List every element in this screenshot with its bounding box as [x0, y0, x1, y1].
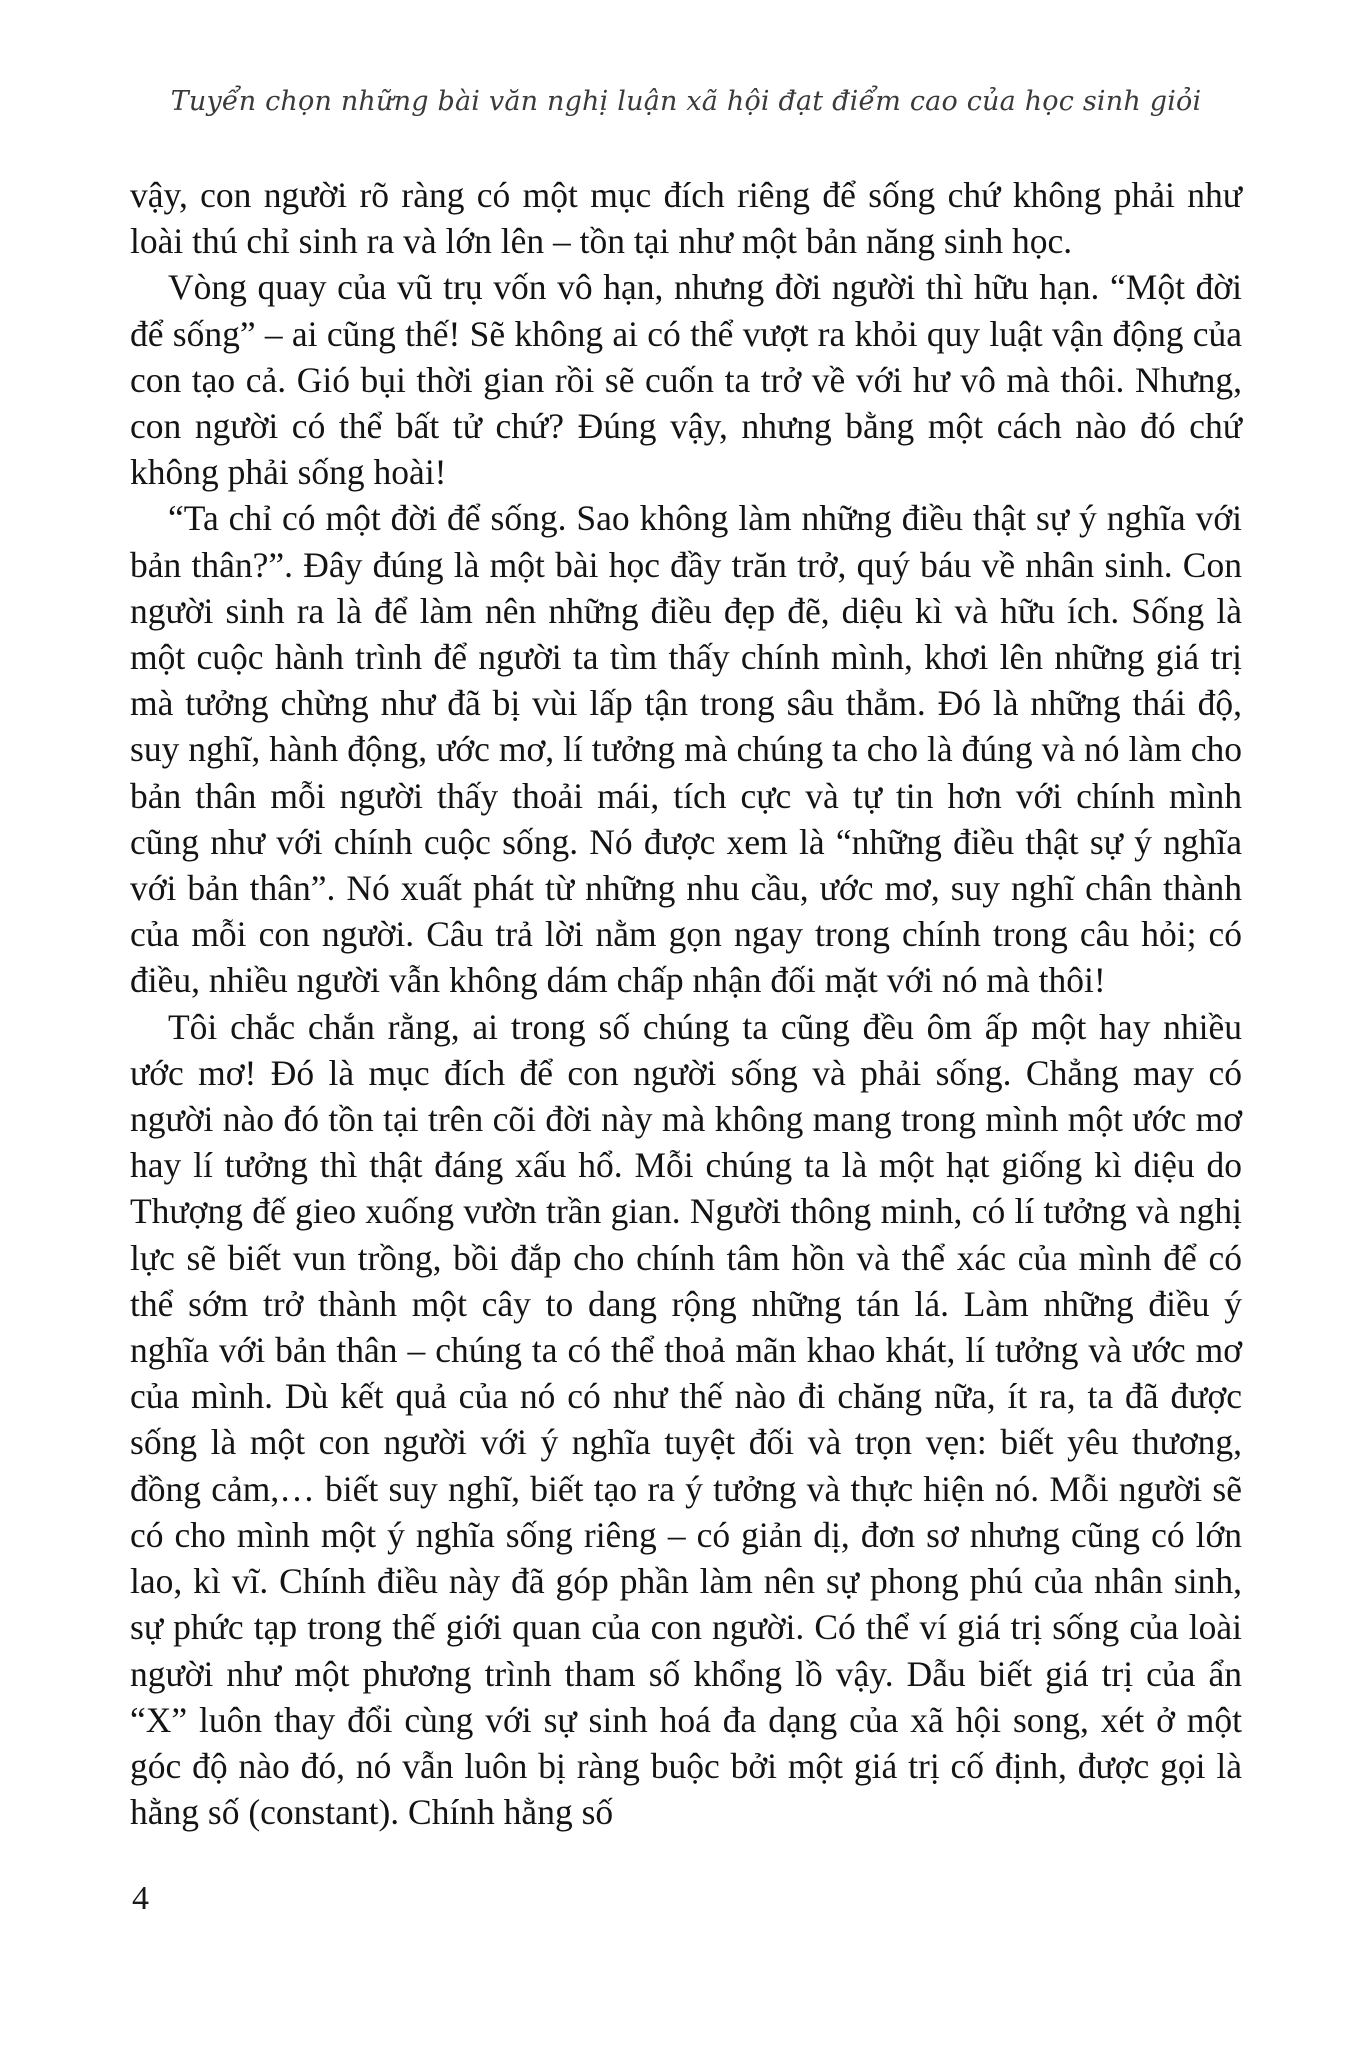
body-text — [130, 172, 1242, 1835]
paragraph-continued: vậy, con người rõ ràng có một mục đích riêng để sống chứ không phải như loài thú chỉ sinh ra và lớn lên – tồn tại như một bản năng sinh học. — [130, 175, 1242, 262]
page-number: 4 — [132, 1880, 149, 1917]
paragraph: Tôi chắc chắn rằng, ai trong số chúng ta cũng đều ôm ấp một hay nhiều ước mơ! Đó là mục đích để con người sống và phải sống. Chẳng may có người nào đó tồn tại trên cõi đời này mà không mang trong mình một ước mơ hay lí tưởng thì thật đáng xấu hổ. Mỗi chúng ta là một hạt giống kì diệu do Thượng đế gieo xuống vườn trần gian. Người thông minh, có lí tưởng và nghị lực sẽ biết vun trồng, bồi đắp cho chính tâm hồn và thể xác của mình để có thể sớm trở thành một cây to dang rộng những tán lá. Làm những điều ý nghĩa với bản thân – chúng ta có thể thoả mãn khao khát, lí tưởng và ước mơ của mình. Dù kết quả của nó có như thế nào đi chăng nữa, ít ra, ta đã được sống là một con người với ý nghĩa tuyệt đối và trọn vẹn: biết yêu thương, đồng cảm,… biết suy nghĩ, biết tạo ra ý tưởng và thực hiện nó. Mỗi người sẽ có cho mình một ý nghĩa sống riêng – có giản dị, đơn sơ nhưng cũng có lớn lao, kì vĩ. Chính điều này đã góp phần làm nên sự phong phú của nhân sinh, sự phức tạp trong thế giới quan của con người. Có thể ví giá trị sống của loài người như một phương trình tham số khổng lồ vậy. Dẫu biết giá trị của ẩn “X” luôn thay đổi cùng với sự sinh hoá đa dạng của xã hội song, xét ở một góc độ nào đó, nó vẫn luôn bị ràng buộc bởi một giá trị cố định, được gọi là hằng số (constant). Chính hằng số — [130, 1006, 1242, 1833]
paragraph: “Ta chỉ có một đời để sống. Sao không làm những điều thật sự ý nghĩa với bản thân?”. Đây đúng là một bài học đầy trăn trở, quý báu về nhân sinh. Con người sinh ra là để làm nên những điều đẹp đẽ, diệu kì và hữu ích. Sống là một cuộc hành trình để người ta tìm thấy chính mình, khơi lên những giá trị mà tưởng chừng như đã bị vùi lấp tận trong sâu thẳm. Đó là những thái độ, suy nghĩ, hành động, ước mơ, lí tưởng mà chúng ta cho là đúng và nó làm cho bản thân mỗi người thấy thoải mái, tích cực và tự tin hơn với chính mình cũng như với chính cuộc sống. Nó được xem là “những điều thật sự ý nghĩa với bản thân”. Nó xuất phát từ những nhu cầu, ước mơ, suy nghĩ chân thành của mỗi con người. Câu trả lời nằm gọn ngay trong chính trong câu hỏi; có điều, nhiều người vẫn không dám chấp nhận đối mặt với nó mà thôi! — [130, 498, 1242, 1001]
paragraph: Vòng quay của vũ trụ vốn vô hạn, nhưng đời người thì hữu hạn. “Một đời để sống” – ai cũng thế! Sẽ không ai có thể vượt ra khỏi quy luật vận động của con tạo cả. Gió bụi thời gian rồi sẽ cuốn ta trở về với hư vô mà thôi. Nhưng, con người có thể bất tử chứ? Đúng vậy, nhưng bằng một cách nào đó chứ không phải sống hoài! — [130, 267, 1242, 493]
running-header: Tuyển chọn những bài văn nghị luận xã hội đạt điểm cao của học sinh giỏi — [170, 86, 1202, 117]
